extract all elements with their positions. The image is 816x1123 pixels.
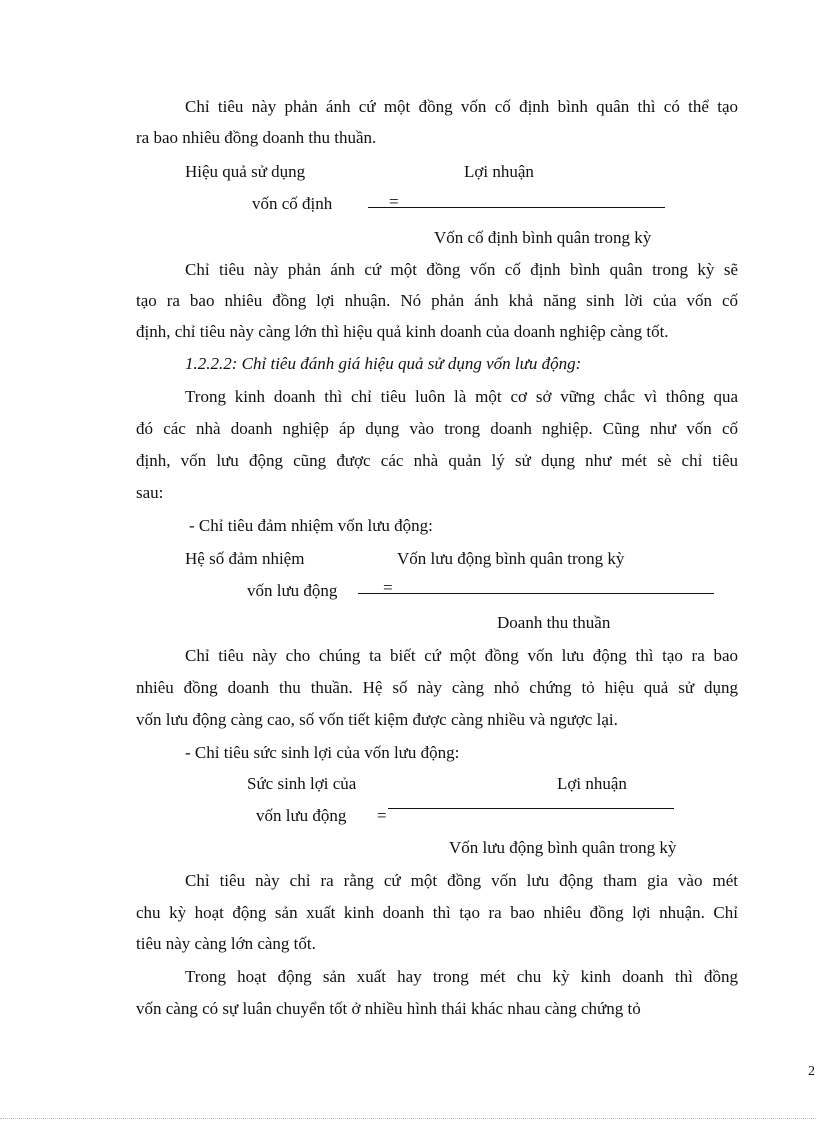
formula-label: vốn cố định bbox=[252, 194, 333, 213]
fraction-bar bbox=[368, 207, 665, 208]
paragraph-line: nhiêu đồng doanh thu thuần. Hệ số này càng nhỏ chứng tỏ hiệu quả sử dụng bbox=[136, 678, 738, 697]
bullet-item: - Chỉ tiêu đảm nhiệm vốn lưu động: bbox=[189, 516, 433, 535]
formula-numerator: Lợi nhuận bbox=[557, 774, 627, 793]
formula-numerator: Vốn lưu động bình quân trong kỳ bbox=[397, 549, 625, 568]
formula-denominator: Vốn lưu động bình quân trong kỳ bbox=[449, 838, 677, 857]
paragraph-line: sau: bbox=[136, 483, 164, 502]
paragraph-line: đó các nhà doanh nghiệp áp dụng vào trong doanh nghiệp. Cũng như vốn cố bbox=[136, 419, 738, 438]
paragraph-line: chu kỳ hoạt động sản xuất kinh doanh thì tạo ra bao nhiêu đồng lợi nhuận. Chỉ bbox=[136, 903, 738, 922]
paragraph-line: tiêu này càng lớn càng tốt. bbox=[136, 934, 316, 953]
formula-denominator: Doanh thu thuần bbox=[497, 613, 611, 632]
formula-label: Hiệu quả sử dụng bbox=[185, 162, 306, 181]
paragraph-line: tạo ra bao nhiêu đồng lợi nhuận. Nó phản ánh khả năng sinh lời của vốn cố bbox=[136, 291, 738, 310]
formula-label: vốn lưu động bbox=[256, 806, 347, 825]
bullet-item: - Chỉ tiêu sức sinh lợi của vốn lưu động: bbox=[185, 743, 460, 762]
fraction-bar bbox=[388, 808, 674, 809]
fraction-bar bbox=[358, 593, 714, 594]
formula-label: vốn lưu động bbox=[247, 581, 338, 600]
paragraph-line: ra bao nhiêu đồng doanh thu thuần. bbox=[136, 128, 377, 147]
equals-sign: = bbox=[377, 806, 387, 825]
paragraph-line: Chỉ tiêu này phản ánh cứ một đồng vốn cố định bình quân trong kỳ sẽ bbox=[185, 260, 738, 279]
equals-sign: = bbox=[389, 192, 399, 211]
paragraph-line: Trong hoạt động sản xuất hay trong mét chu kỳ kinh doanh thì đồng bbox=[185, 967, 738, 986]
formula-label: Hệ số đảm nhiệm bbox=[185, 549, 305, 568]
section-heading: 1.2.2.2: Chỉ tiêu đánh giá hiệu quả sử dụng vốn lưu động: bbox=[185, 354, 582, 373]
formula-numerator: Lợi nhuận bbox=[464, 162, 534, 181]
footer-divider bbox=[0, 1118, 816, 1119]
formula-label: Sức sinh lợi của bbox=[247, 774, 357, 793]
paragraph-line: định, chỉ tiêu này càng lớn thì hiệu quả kinh doanh của doanh nghiệp càng tốt. bbox=[136, 322, 669, 341]
paragraph-line: Chỉ tiêu này phản ánh cứ một đồng vốn cố định bình quân thì có thể tạo bbox=[185, 97, 738, 116]
paragraph-line: Trong kinh doanh thì chỉ tiêu luôn là một cơ sở vững chắc vì thông qua bbox=[185, 387, 738, 406]
page-number: 2 bbox=[808, 1064, 815, 1079]
paragraph-line: Chỉ tiêu này chỉ ra rằng cứ một đồng vốn lưu động tham gia vào mét bbox=[185, 871, 738, 890]
equals-sign: = bbox=[383, 578, 393, 597]
paragraph-line: Chỉ tiêu này cho chúng ta biết cứ một đồng vốn lưu động thì tạo ra bao bbox=[185, 646, 738, 665]
paragraph-line: vốn càng có sự luân chuyển tốt ở nhiều hình thái khác nhau càng chứng tỏ bbox=[136, 999, 641, 1018]
formula-denominator: Vốn cố định bình quân trong kỳ bbox=[434, 228, 652, 247]
paragraph-line: định, vốn lưu động cũng được các nhà quản lý sử dụng như mét sè chỉ tiêu bbox=[136, 451, 738, 470]
paragraph-line: vốn lưu động càng cao, số vốn tiết kiệm được càng nhiều và ngược lại. bbox=[136, 710, 618, 729]
